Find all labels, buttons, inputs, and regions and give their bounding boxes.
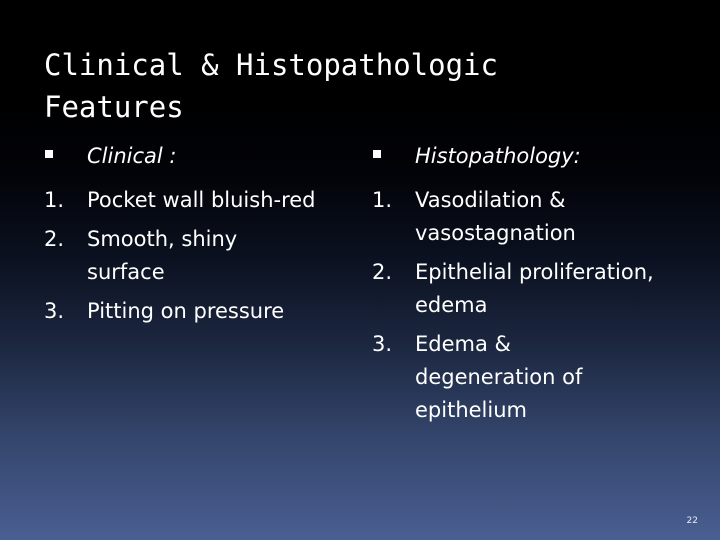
list-item-number: 3. [44, 299, 65, 323]
list-item-text: Smooth, shiny surface [87, 227, 238, 284]
clinical-list [44, 184, 324, 328]
list-item-text: Edema & degeneration of epithelium [415, 332, 583, 422]
list-item-number: 2. [372, 260, 393, 284]
clinical-heading-row [44, 142, 324, 176]
square-bullet-icon [44, 149, 55, 160]
list-item [372, 184, 672, 250]
list-item-text: Vasodilation & vasostagnation [415, 188, 576, 245]
list-item [44, 223, 324, 289]
list-item [372, 328, 672, 427]
clinical-column [44, 142, 324, 328]
clinical-heading: Clinical : [87, 144, 177, 168]
histopathology-list [372, 184, 672, 427]
list-item [44, 295, 324, 328]
list-item-number: 2. [44, 227, 65, 251]
histopathology-heading-row [372, 142, 672, 176]
slide-title [44, 44, 644, 128]
histopathology-column [372, 142, 672, 427]
slide-title-line-2: Features [44, 90, 184, 124]
list-item-text: Pitting on pressure [87, 299, 285, 323]
slide-number: 22 [686, 516, 698, 526]
histopathology-heading: Histopathology: [415, 144, 581, 168]
list-item-number: 1. [44, 188, 65, 212]
list-item-number: 1. [372, 188, 393, 212]
list-item [372, 256, 672, 322]
list-item-text: Pocket wall bluish-red [87, 188, 316, 212]
slide-title-line-1: Clinical & Histopathologic [44, 48, 498, 82]
list-item [44, 184, 324, 217]
list-item-text: Epithelial proliferation, edema [415, 260, 654, 317]
list-item-number: 3. [372, 332, 393, 356]
square-bullet-icon [372, 149, 383, 160]
